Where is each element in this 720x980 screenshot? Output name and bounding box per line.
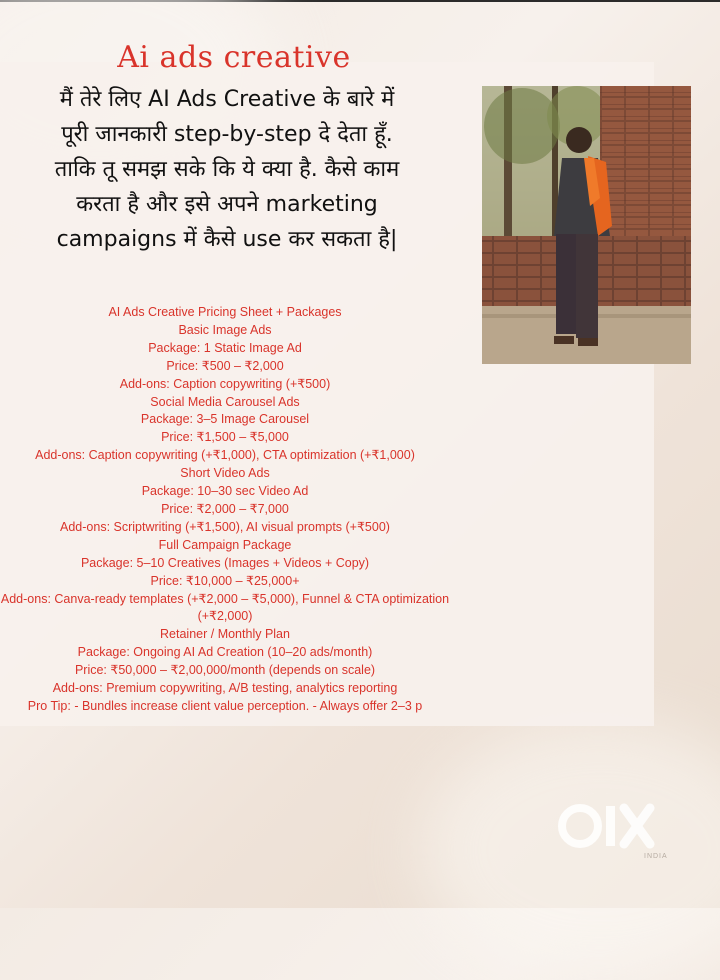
intro-line: करता है और इसे अपने marketing	[76, 192, 378, 217]
watermark-sub: INDIA	[644, 853, 668, 860]
intro-line: campaigns में कैसे use कर सकता है|	[56, 227, 398, 252]
pricing-line: Price: ₹10,000 – ₹25,000+	[150, 573, 300, 588]
page-title: Ai ads creative	[117, 40, 351, 75]
pricing-line: Add-ons: Caption copywriting (+₹1,000), CTA optimization (+₹1,000)	[35, 448, 415, 463]
pricing-line: Social Media Carousel Ads	[150, 394, 300, 409]
intro-text	[0, 82, 454, 257]
pricing-line: Price: ₹50,000 – ₹2,00,000/month (depends on scale)	[74, 663, 376, 678]
intro-line: पूरी जानकारी step-by-step दे देता हूँ.	[61, 122, 393, 147]
pricing-line: (+₹2,000)	[197, 609, 253, 624]
brick-wall-person-image	[482, 86, 691, 364]
pricing-line: Basic Image Ads	[178, 322, 272, 337]
pricing-line: Short Video Ads	[180, 466, 270, 481]
intro-line: ताकि तू समझ सके कि ये क्या है. कैसे काम	[54, 157, 400, 182]
pricing-line: Price: ₹1,500 – ₹5,000	[161, 430, 289, 445]
pricing-line: Price: ₹2,000 – ₹7,000	[161, 501, 289, 516]
pricing-line: Package: 10–30 sec Video Ad	[141, 484, 309, 499]
pricing-line: Package: Ongoing AI Ad Creation (10–20 ads/month)	[77, 645, 373, 660]
pricing-line: Add-ons: Premium copywriting, A/B testing, analytics reporting	[52, 681, 398, 696]
pricing-line: Add-ons: Scriptwriting (+₹1,500), AI visual prompts (+₹500)	[60, 519, 390, 534]
pricing-line: Pro Tip: - Bundles increase client value perception. - Always offer 2–3 p	[27, 698, 423, 713]
pricing-line: Price: ₹500 – ₹2,000	[166, 358, 284, 373]
pricing-line: Package: 1 Static Image Ad	[148, 340, 302, 355]
pricing-line: Retainer / Monthly Plan	[160, 627, 290, 642]
profile-photo	[482, 86, 691, 364]
olx-watermark	[556, 800, 686, 860]
pricing-line: Package: 3–5 Image Carousel	[140, 412, 310, 427]
pricing-list	[0, 304, 480, 716]
pricing-line: Package: 5–10 Creatives (Images + Videos + Copy)	[80, 555, 370, 570]
pricing-line: Full Campaign Package	[158, 537, 292, 552]
pricing-line: Add-ons: Caption copywriting (+₹500)	[119, 376, 331, 391]
pricing-line: Add-ons: Canva-ready templates (+₹2,000 – ₹5,000), Funnel & CTA optimization	[0, 591, 450, 606]
pricing-line: AI Ads Creative Pricing Sheet + Packages	[108, 305, 342, 319]
olx-logo-icon	[556, 800, 686, 860]
intro-line: मैं तेरे लिए AI Ads Creative के बारे में	[59, 87, 395, 112]
